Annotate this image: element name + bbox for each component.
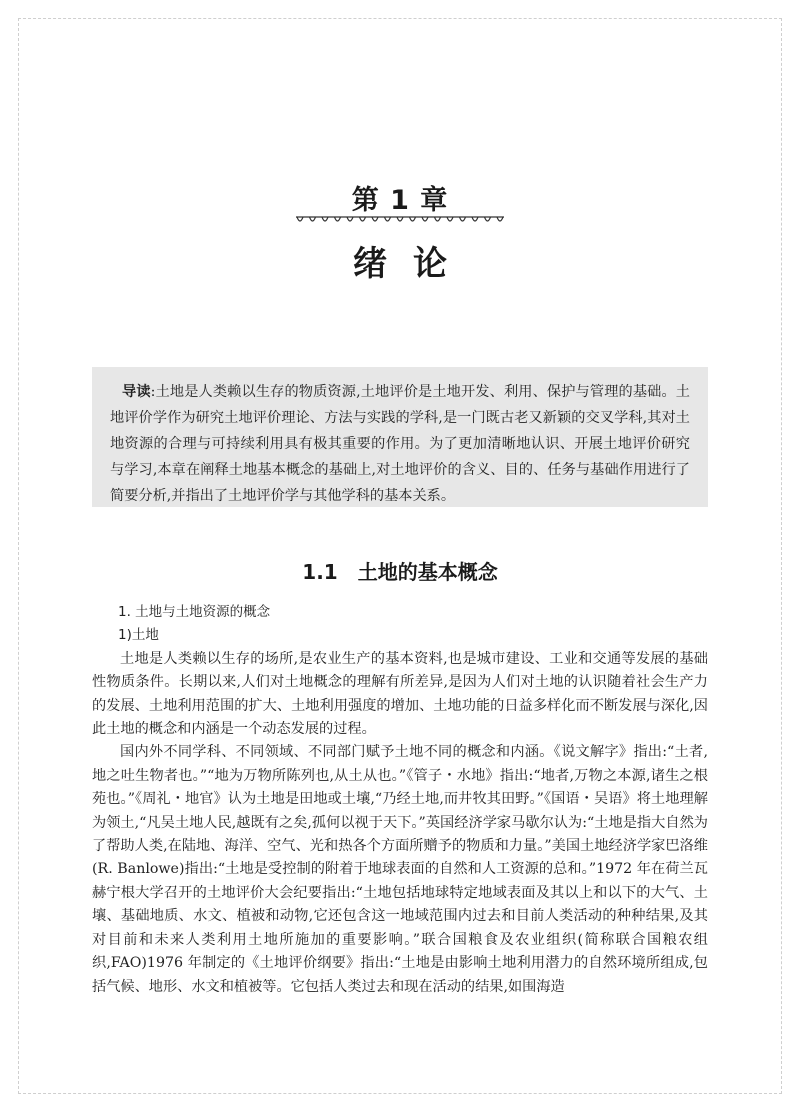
ornament-mark — [472, 217, 478, 221]
subheading-1: 1. 土地与土地资源的概念 — [118, 604, 271, 620]
ornament-mark — [422, 217, 428, 221]
section-title: 土地的基本概念 — [357, 560, 498, 584]
ornament-mark — [410, 217, 416, 221]
ornament-mark — [322, 217, 328, 221]
body-text — [92, 601, 708, 999]
guide-box — [92, 367, 708, 507]
chapter-title: 绪论 — [353, 244, 473, 284]
paragraph-2: 国内外不同学科、不同领域、不同部门赋予土地不同的概念和内涵。《说文解字》指出:“土者,地之吐生物者也。”“地为万物所陈列也,从土从也。”《管子・水地》指出:“地者,万物之本源,诸生之根苑也。”《周礼・地官》认为土地是田地或土壤,“乃经土地,而井牧其田野。”《国语・吴语》将土地理解为领土,“凡吴土地人民,越既有之矣,孤何以视于天下。”英国经济学家马歇尔认为:“土地是指大自然为了帮助人类,在陆地、海洋、空气、光和热各个方面所赠予的物质和力量。”美国土地经济学家巴洛维(R. Banlowe)指出:“土地是受控制的附着于地球表面的自然和人工资源的总和。”1972 年在荷兰瓦赫宁根大学召开的土地评价大会纪要指出:“土地包括地球特定地域表面及其以上和以下的大气、土壤、基础地质、水文、植被和动物,它还包含这一地域范围内过去和目前人类活动的种种结果,及其对目前和未来人类利用土地所施加的重要影响。”联合国粮食及农业组织(简称联合国粮农组织,FAO)1976 年制定的《土地评价纲要》指出:“土地是由影响土地利用潜力的自然环境所组成,包括气候、地形、水文和植被等。它包括人类过去和现在活动的结果,如围海造 — [92, 744, 708, 995]
ornament-mark — [397, 217, 403, 221]
ornament-mark — [485, 217, 491, 221]
ornament-mark — [335, 217, 341, 221]
paragraph-1: 土地是人类赖以生存的场所,是农业生产的基本资料,也是城市建设、工业和交通等发展的基础性物质条件。长期以来,人们对土地概念的理解有所差异,是因为人们对土地的认识随着社会生产力的发展、土地利用范围的扩大、土地利用强度的增加、土地功能的日益多样化而不断发展与深化,因此土地的概念和内涵是一个动态发展的过程。 — [92, 650, 708, 738]
ornament-mark — [310, 217, 316, 221]
section-number: 1.1 — [302, 560, 338, 584]
ornament-mark — [460, 217, 466, 221]
chapter-ornament — [296, 214, 504, 226]
ornament-mark — [497, 217, 503, 221]
ornament-mark — [297, 217, 303, 221]
ornament-mark — [360, 217, 366, 221]
guide-lead: 导读 — [122, 384, 151, 400]
section-heading — [0, 556, 800, 585]
ornament-mark — [347, 217, 353, 221]
ornament-mark — [435, 217, 441, 221]
ornament-mark — [385, 217, 391, 221]
ornament-mark — [447, 217, 453, 221]
subheading-2: 1)土地 — [118, 627, 159, 644]
ornament-mark — [372, 217, 378, 221]
guide-text: :土地是人类赖以生存的物质资源,土地评价是土地开发、利用、保护与管理的基础。土地评价学作为研究土地评价理论、方法与实践的学科,是一门既古老又新颖的交叉学科,其对土地资源的合理与可持续利用具有极其重要的作用。为了更加清晰地认识、开展土地评价研究与学习,本章在阐释土地基本概念的基础上,对土地评价的含义、目的、任务与基础作用进行了简要分析,并指出了土地评价学与其他学科的基本关系。 — [110, 384, 690, 504]
chapter-label: 第 1 章 — [351, 185, 449, 216]
